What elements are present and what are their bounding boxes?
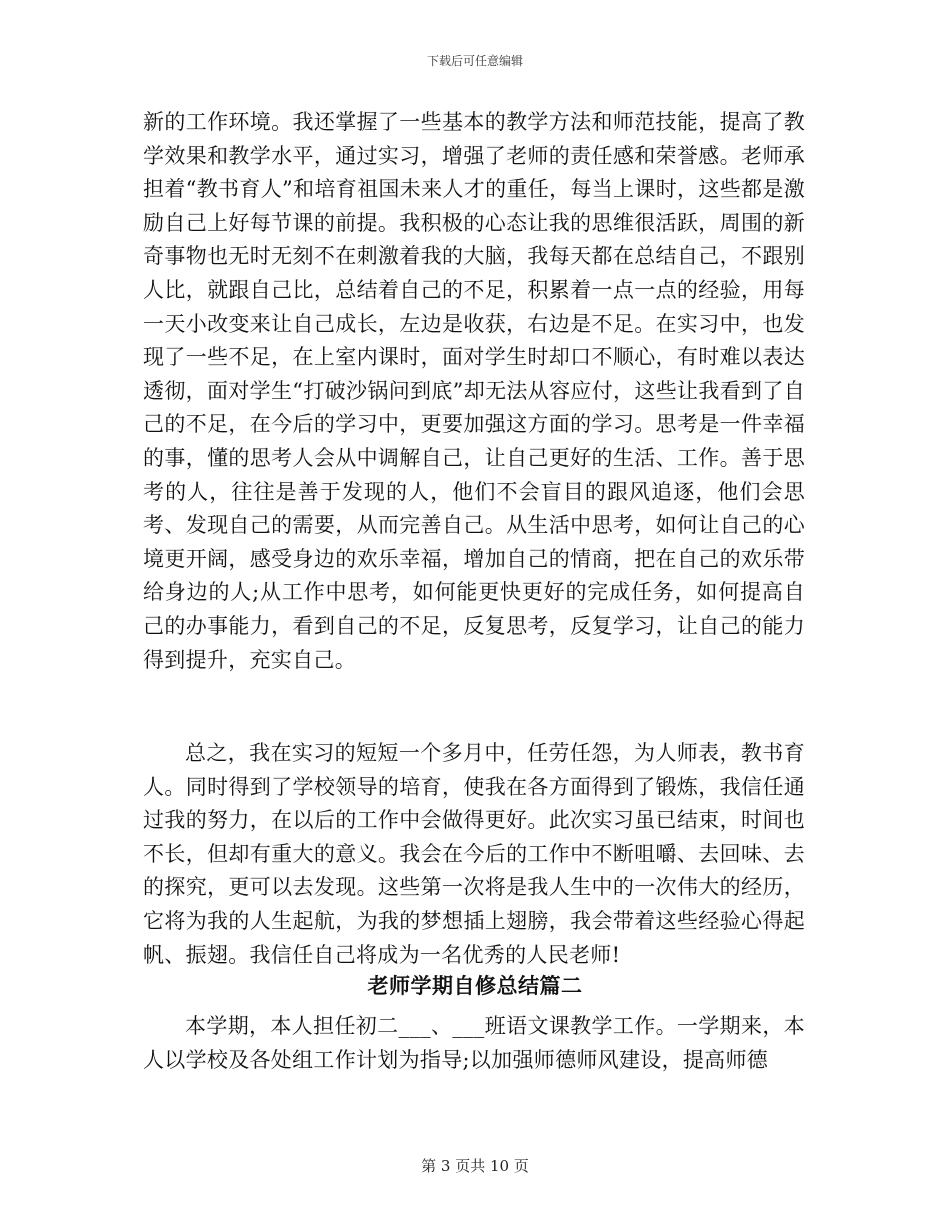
page-header: 下载后可任意编辑 (426, 54, 523, 68)
section-title: 老师学期自修总结篇二 (367, 973, 583, 998)
paragraph-text: 总之，我在实习的短短一个多月中，任劳任怨，为人师表，教书育人。同时得到了学校领导的培育，使我在各方面得到了锻炼，我信任通过我的努力，在以后的工作中会做得更好。此次实习虽已结束，时间也不长，但却有重大的意义。我会在今后的工作中不断咀嚼、去回味、去的探究，更可以去发现。这些第一次将是我人生中的一次伟大的经历，它将为我的人生起航，为我的梦想插上翅膀，我会带着这些经验心得起帆、振翅。我信任自己将成为一名优秀的人民老师! (143, 741, 805, 967)
section-paragraph (143, 1010, 805, 1077)
paragraph-text: 本学期，本人担任初二___、___班语文课教学工作。一学期来，本人以学校及各处组工作计划为指导;以加强师德师风建设，提高师德 (143, 1014, 805, 1072)
paragraph-1 (143, 106, 805, 677)
page-footer: 第 3 页共 10 页 (421, 1157, 529, 1175)
paragraph-text: 新的工作环境。我还掌握了一些基本的教学方法和师范技能，提高了教学效果和教学水平，通过实习，增强了老师的责任感和荣誉感。老师承担着“教书育人”和培育祖国未来人才的重任，每当上课时，这些都是激励自己上好每节课的前提。我积极的心态让我的思维很活跃，周围的新奇事物也无时无刻不在刺激着我的大脑，我每天都在总结自己，不跟别人比，就跟自己比，总结着自己的不足，积累着一点一点的经验，用每一天小改变来让自己成长，左边是收获，右边是不足。在实习中，也发现了一些不足，在上室内课时，面对学生时却口不顺心，有时难以表达透彻，面对学生“打破沙锅问到底”却无法从容应付，这些让我看到了自己的不足，在今后的学习中，更要加强这方面的学习。思考是一件幸福的事，懂的思考人会从中调解自己，让自己更好的生活、工作。善于思考的人，往往是善于发现的人，他们不会盲目的跟风追逐，他们会思考、发现自己的需要，从而完善自己。从生活中思考，如何让自己的心境更开阔，感受身边的欢乐幸福，增加自己的情商，把在自己的欢乐带给身边的人;从工作中思考，如何能更快更好的完成任务，如何提高自己的办事能力，看到自己的不足，反复思考，反复学习，让自己的能力得到提升，充实自己。 (143, 110, 805, 672)
paragraph-2 (143, 737, 805, 972)
